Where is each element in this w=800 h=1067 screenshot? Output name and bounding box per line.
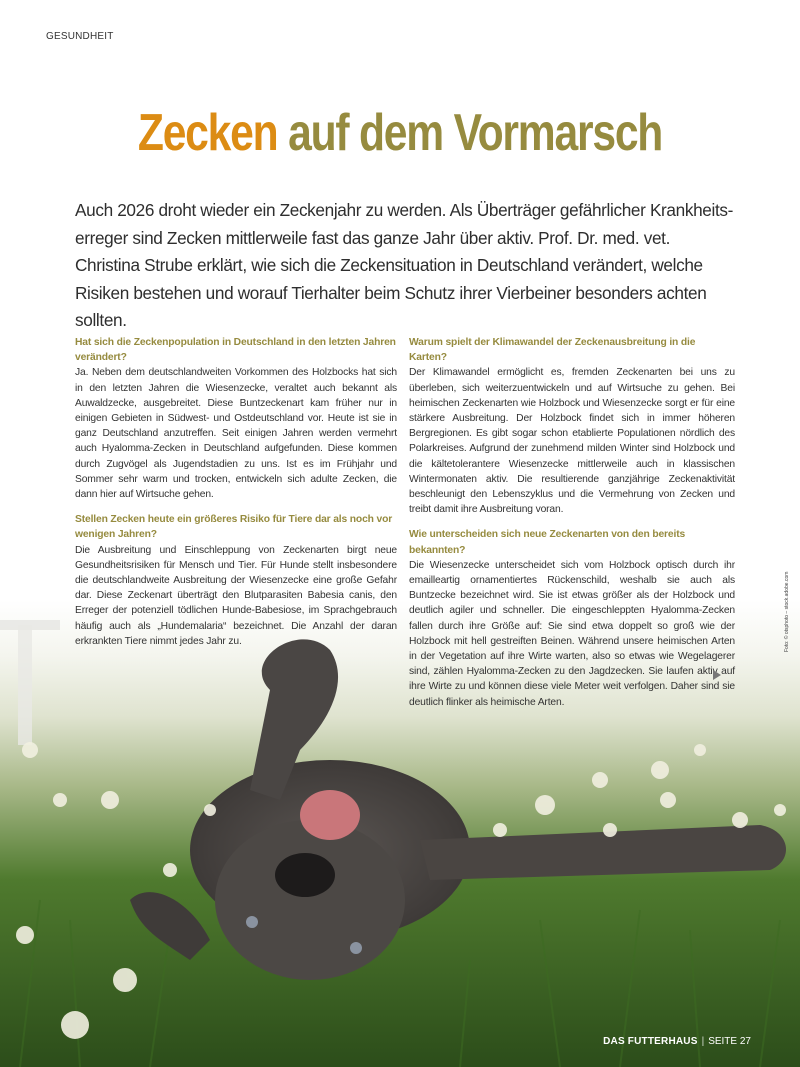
page-title	[72, 103, 728, 163]
footer-brand: DAS FUTTERHAUS	[603, 1036, 698, 1047]
qa-answer: Ja. Neben dem deutschlandweiten Vorkommen des Holzbocks hat sich in den letzten Jahren die Wiesenzecke, veraltet auch bekannt als Auwaldzecke, ausgebreitet. Diese Buntzeckenart kam früher nur in einigen Gebieten in Südwest- und Ostdeutschland vor. Heute ist sie in ganz Deutschland anzutreffen. Seit einigen Jahren werden vermehrt auch Hyalomma-Zecken in Deutschland aufgefunden. Diese kommen durch Zugvögel als Jugendstadien zu uns. Ist es im Frühjahr und Sommer sehr warm und trocken, entwickeln sich adulte Zecken, die dann hier auf Wirtsuche gehen.	[75, 367, 397, 501]
qa-item	[409, 527, 735, 709]
right-column	[409, 335, 735, 720]
qa-answer: Die Wiesenzecke unterscheidet sich vom Holzbock optisch durch ihr emailleartig ornamentiertes Rückenschild, weshalb sie auch als Buntzecke bezeichnet wird. Sie ist etwas größer als der Holzbock und deutlich agiler und schneller. Die eingeschleppten Hyalomma-Zecken fallen durch ihre Größe auf: Sie sind etwa doppelt so groß wie der Holzbock mit hell gestreiften Beinen. Während unsere heimischen Arten in der Vegetation auf ihre Wirte warten, also so etwas wie Wegelagerer sind, zählen Hyalomma-Zecken zu den Jagdzecken. Sie laufen aktiv auf ihre Wirte zu und können diese viele Meter weit verfolgen. Daher sind sie deutlich flinker als heimische Arten.	[409, 559, 735, 708]
footer-separator: |	[701, 1036, 705, 1047]
qa-item	[75, 512, 397, 649]
qa-item	[409, 335, 735, 517]
title-part-zecken: Zecken	[137, 104, 278, 162]
page-footer	[603, 1036, 751, 1047]
left-column	[75, 335, 397, 659]
qa-question: Warum spielt der Klimawandel der Zeckenausbreitung in die Karten?	[409, 337, 696, 364]
qa-question: Hat sich die Zeckenpopulation in Deutschland in den letzten Jahren verändert?	[75, 337, 396, 364]
qa-question: Stellen Zecken heute ein größeres Risiko für Tiere dar als noch vor wenigen Jahren?	[75, 514, 393, 541]
section-label: GESUNDHEIT	[46, 31, 114, 42]
qa-answer: Die Ausbreitung und Einschleppung von Zeckenarten birgt neue Gesundheitsrisiken für Mensch und Tier. Für Hunde stellt insbesondere die deutschlandweite Ausbreitung der Wiesenzecke eine große Gefahr dar. Diese Zeckenart überträgt den Blutparasiten Babesia canis, den Erreger der potenziell tödlichen Hunde-Babesiose, im Sprachgebrauch häufig auch als „Hundemalaria“ bezeichnet. Die Anzahl der daran erkrankten Tiere nimmt jedes Jahr zu.	[75, 544, 397, 647]
qa-answer: Der Klimawandel ermöglicht es, fremden Zeckenarten bei uns zu überleben, sich weiterzuentwickeln und auf Wirtsuche zu gehen. Bei heimischen Zeckenarten wie Holzbock und Wiesenzecke sorgt er für eine stärkere Ausbreitung. Der Holzbock findet sich in immer höheren Bergregionen. Es gibt sogar schon etablierte Populationen nördlich des Polarkreises. Aufgrund der zunehmend milden Winter sind Holzbock und die kältetolerantere Wiesenzecke mittlerweile auch in klassischen Wintermonaten aktiv. Die resultierende ganzjährige Zeckenaktivität beschleunigt den Lebenszyklus und die Vermehrung von Zecken und treibt damit ihre Ausbreitung voran.	[409, 367, 735, 516]
qa-question: Wie unterscheiden sich neue Zeckenarten von den bereits bekannten?	[409, 529, 686, 556]
footer-page-number: SEITE 27	[708, 1036, 751, 1047]
continue-arrow-icon	[713, 670, 721, 680]
photo-credit: Foto: © otsphoto – stock.adobe.com	[784, 571, 790, 652]
lead-paragraph: Auch 2026 droht wieder ein Zeckenjahr zu werden. Als Überträger gefährlicher Krankheitserreger sind Zecken mittlerweile fast das ganze Jahr über aktiv. Prof. Dr. med. vet. Christina Strube erklärt, wie sich die Zeckensituation in Deutschland verändert, welche Risiken bestehen und worauf Tierhalter beim Schutz ihrer Vierbeiner besonders achten sollten.	[75, 200, 734, 330]
qa-item	[75, 335, 397, 502]
title-part-rest: auf dem Vormarsch	[288, 104, 663, 162]
